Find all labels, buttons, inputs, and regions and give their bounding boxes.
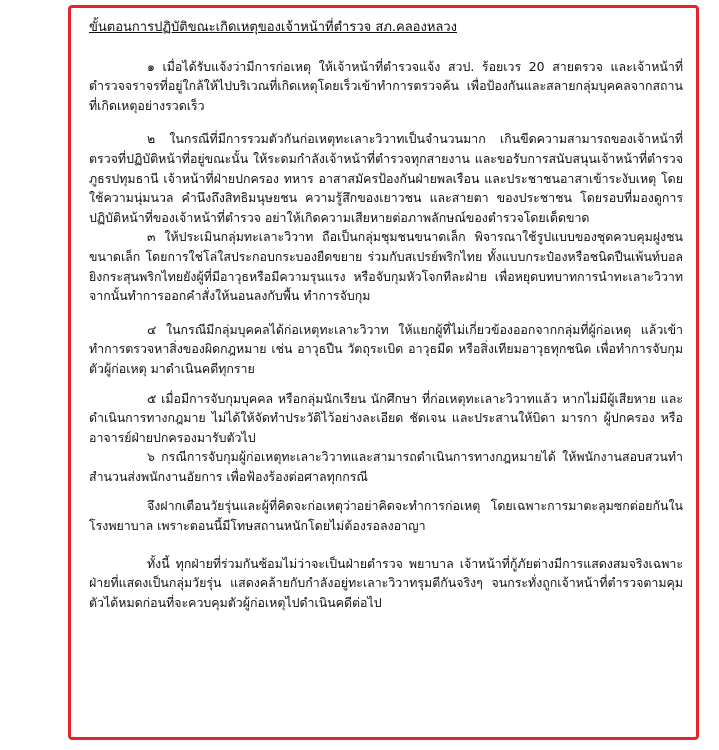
paragraph-3: ๓ ให้ประเมินกลุ่มทะเลาะวิวาท ถือเป็นกลุ่มชุมชนขนาดเล็ก พิจารณาใช้รูปแบบของชุดควบคุมฝูงชนขนาดเล็ก โดยการใช่โล่ใสประกอบกระบองยืดขยาย ร่วมกับสเปรย์พริกไทย ทั้งแบบกระป๋องหรือชนิดปืนเพ้นท์บอลยิงกระสุนพริกไทยยังผู้ที่มีอาวุธหรือมีความรุนแรง หรือจับกุมหัวโจกทีละฝ่าย เพื่อหยุดบทบาทการนำทะเลาะวิวาท จากนั้นทำการออกคำสั่งให้นอนลงกับพื้น ทำการจับกุม — [89, 229, 683, 304]
document-title: ขั้นตอนการปฏิบัติขณะเกิดเหตุของเจ้าหน้าที่ตำรวจ สภ.คลองหลวง — [89, 20, 458, 35]
paragraph-1: ๑ เมื่อได้รับแจ้งว่ามีการก่อเหตุ ให้เจ้าหน้าที่ตำรวจแจ้ง สวป. ร้อยเวร 20 สายตรวจ และเจ้าหน้าที่ตำรวจจราจรที่อยู่ใกล้ให้ไปบริเวณที่เกิดเหตุโดยเร็วเข้าทำการตรวจค้น เพื่อป้องกันและสลายกลุ่มบุคคลจากสถานที่เกิดเหตุอย่างรวดเร็ว — [89, 58, 683, 113]
document-frame — [68, 5, 699, 740]
paragraph-warning: จึงฝากเตือนวัยรุ่นและผู้ที่คิดจะก่อเหตุว่าอย่าคิดจะทำการก่อเหตุ โดยเฉพาะการมาตะลุมซกต่อยกันในโรงพยาบาล เพราะตอนนี้มีโทษสถานหนักโดยไม่ต้องรอลงอาญา — [89, 498, 683, 534]
paragraph-6: ๖ กรณีการจับกุมผู้ก่อเหตุทะเลาะวิวาทและสามารถดำเนินการทางกฎหมายได้ ให้พนักงานสอบสวนทำสำนวนส่งพนักงานอัยการ เพื่อฟ้องร้องต่อศาลทุกกรณี — [89, 449, 683, 484]
paragraph-5: ๕ เมื่อมีการจับกุมบุคคล หรือกลุ่มนักเรียน นักศึกษา ที่ก่อเหตุทะเลาะวิวาทแล้ว หากไม่มีผู้เสียหาย และดำเนินการทางกฎมาย ไม่ได้ให้จัดทำประวัติไว้อย่างละเอียด ชัดเจน และประสานให้บิดา มารกา ผู้ปกครอง หรืออาจารย์ฝ่ายปกครองมารับตัวไป — [89, 390, 683, 445]
paragraph-closing: ทั้งนี้ ทุกฝ่ายที่ร่วมกันซ้อมไม่ว่าจะเป็นฝ่ายตำรวจ พยาบาล เจ้าหน้าที่กู้ภัยต่างมีการแสดงสมจริงเฉพาะฝ่ายที่แสดงเป็นกลุ่มวัยรุ่น แสดงคล้ายกับกำลังอยู่ทะเลาะวิวาทรุมตีกันจริงๆ จนกระทั่งถูกเจ้าหน้าที่ตำรวจตามคุมตัวได้หมดก่อนที่จะควบคุมตัวผู้ก่อเหตุไปดำเนินคดีต่อไป — [89, 555, 683, 610]
paragraph-4: ๔ ในกรณีมีกลุ่มบุคคลได้ก่อเหตุทะเลาะวิวาท ให้แยกผู้ที่ไม่เกี่ยวข้องออกจากกลุ่มที่ผู้ก่อเหตุ แล้วเข้าทำการตรวจหาสิ่งของผิดกฎหมาย เช่น อาวุธปืน วัตถุระเบิด อาวุธมีด หรือสิ่งเทียมอาวุธทุกชนิด เพื่อทำการจับกุมตัวผู้ก่อเหตุ มาดำเนินคดีทุกราย — [89, 321, 683, 376]
document-body — [89, 18, 683, 612]
paragraph-2: ๒ ในกรณีที่มีการรวมตัวกันก่อเหตุทะเลาะวิวาทเป็นจำนวนมาก เกินขีดความสามารถของเจ้าหน้าที่ตรวจที่ปฏิบัติหน้าที่อยู่ขณะนั้น ให้ระดมกำลังเจ้าหน้าที่ตำรวจทุกสายงาน และขอรับการสนับสนุนเจ้าหน้าที่ตำรวจภูธรปทุมธานี เจ้าหน้าที่ฝ่ายปกครอง ทหาร อาสาสมัครป้องกันฝ่ายพลเรือน และประชาชนอาสาเข้าระงับเหตุ โดยใช้ความนุ่มนวล คำนึงถึงสิทธิมนุษยชน ความรู้สึกของเยาวชน และสายตา ของประชาชน โดยรอบที่มองดูการปฏิบัติหน้าที่ของเจ้าหน้าที่ตำรวจ อย่าให้เกิดความเสียหายต่อภาพลักษณ์ของตำรวจโดยเด็ดขาด — [89, 131, 683, 225]
